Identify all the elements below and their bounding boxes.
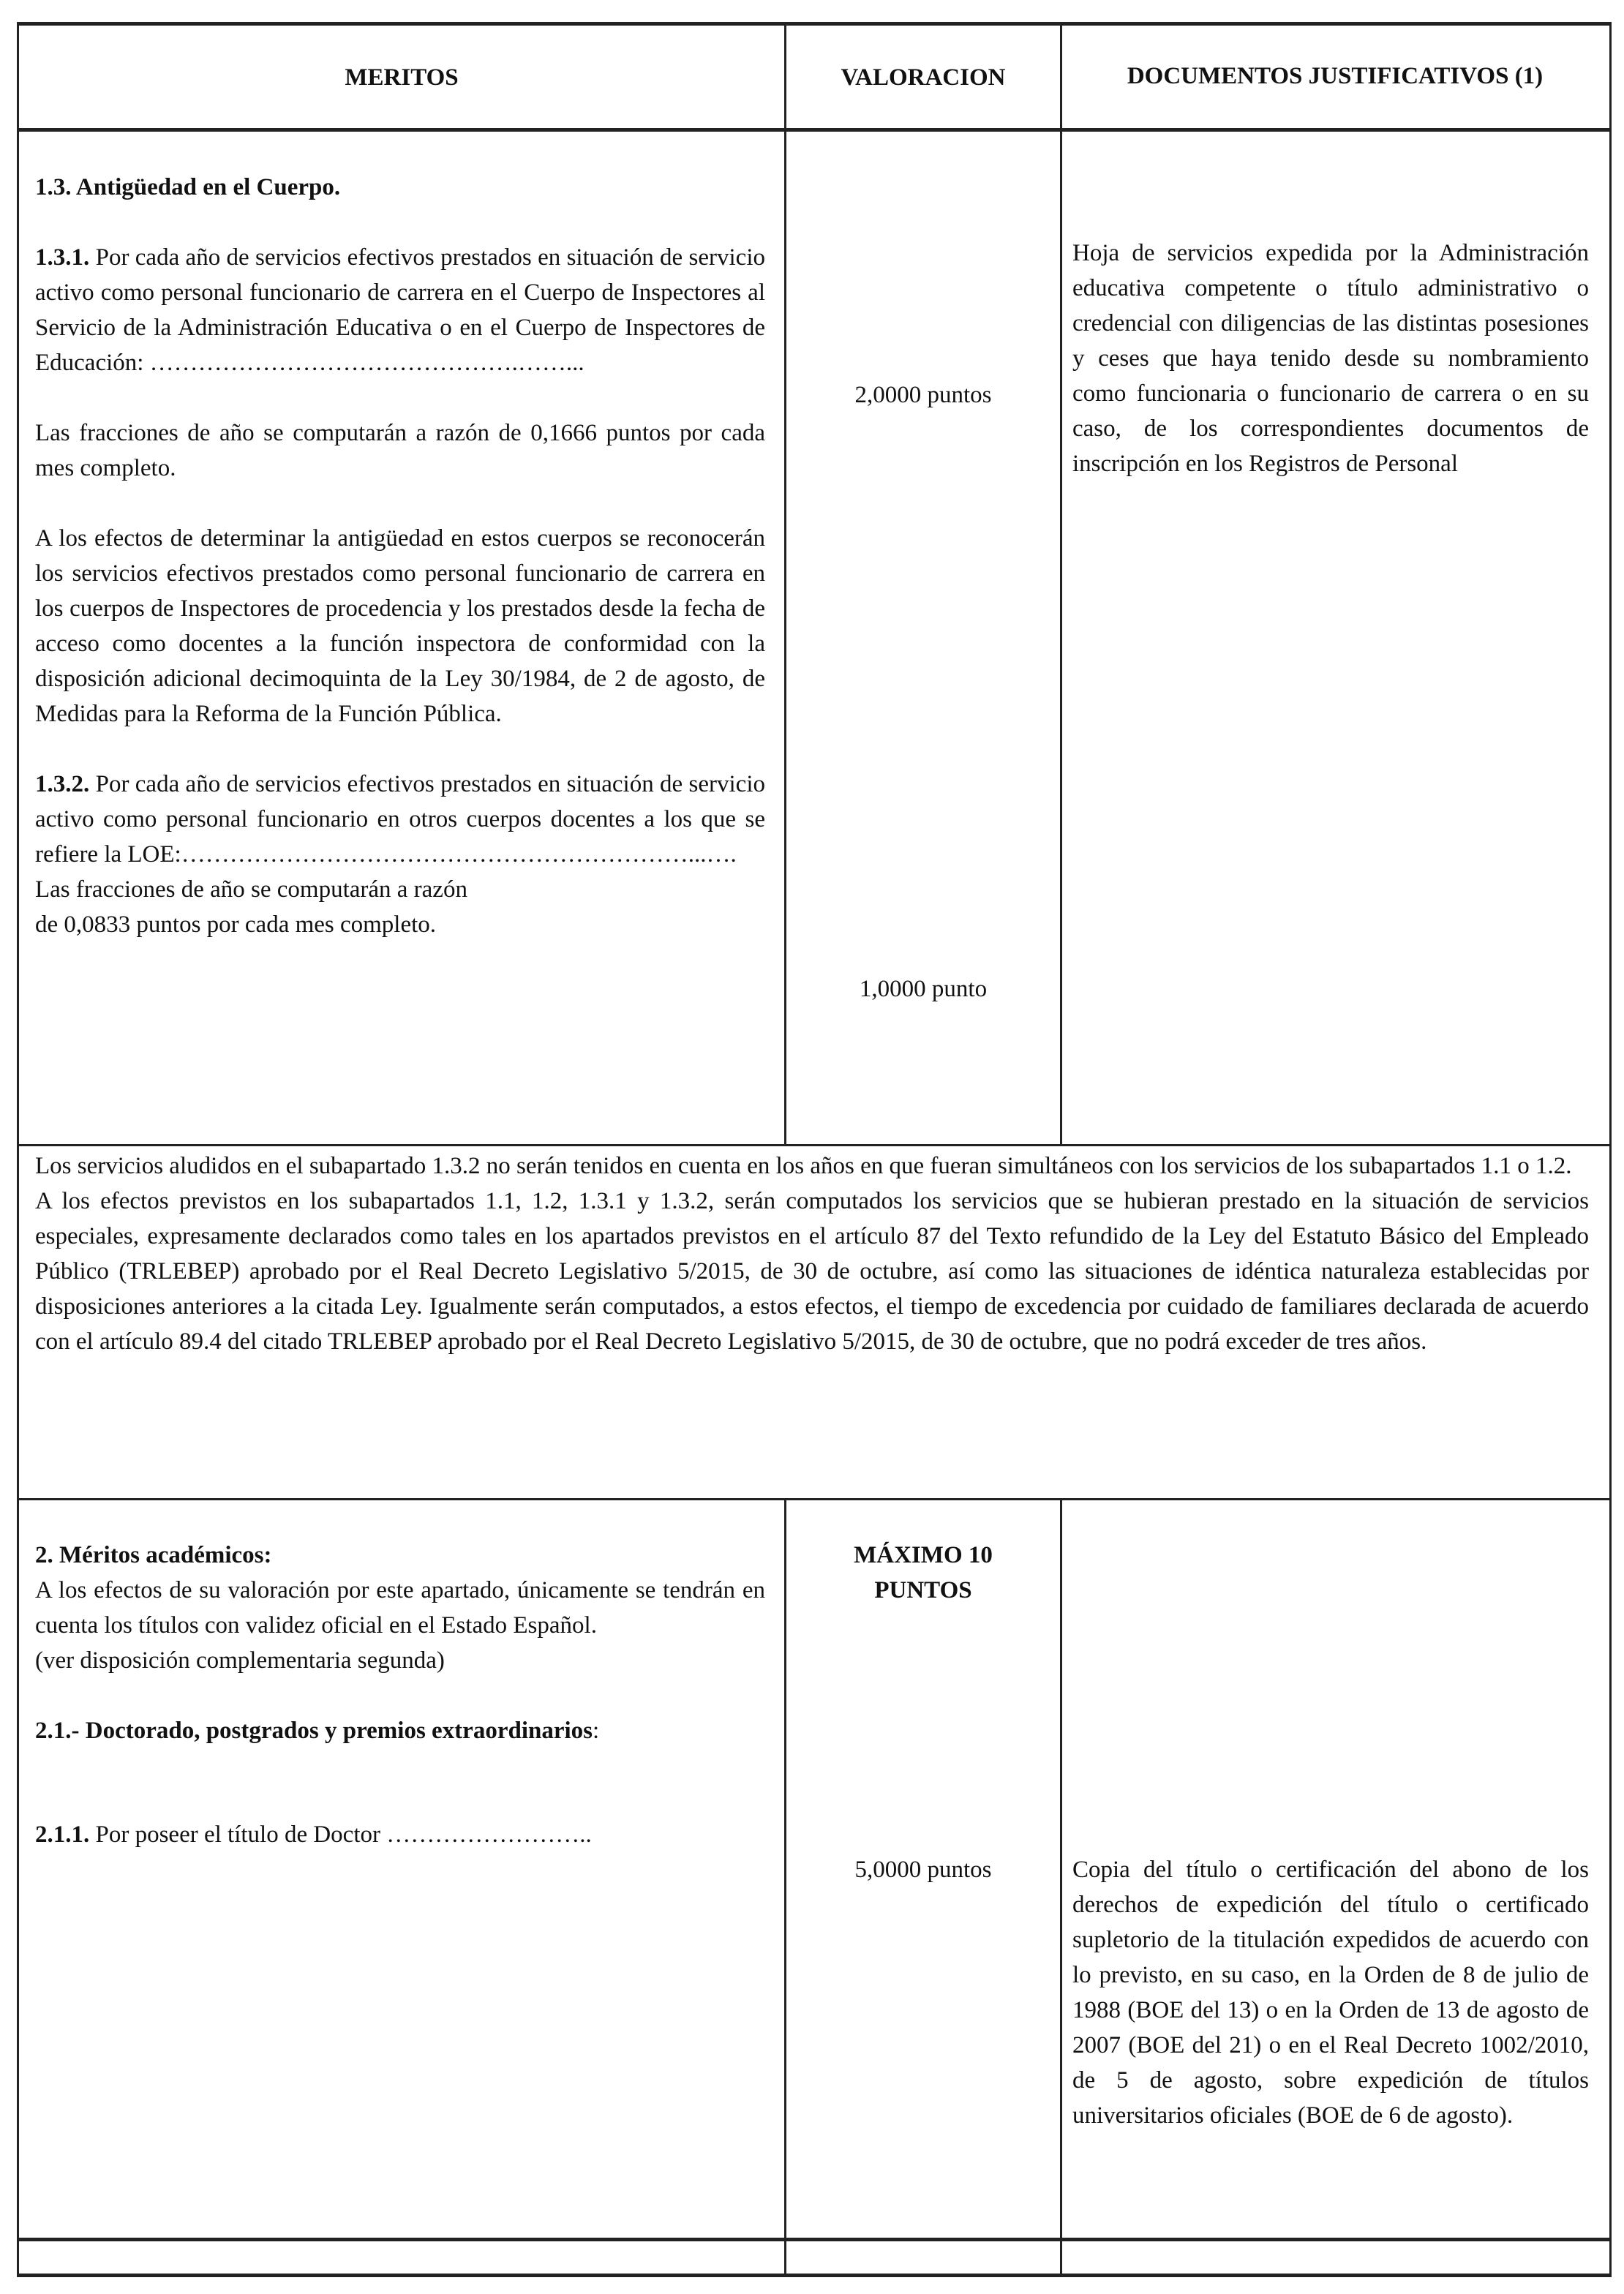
item-note: Las fracciones de año se computarán a razón de 0,1666 puntos por cada mes completo. [35, 420, 765, 481]
documentos-antiguedad: Hoja de servicios expedida por la Administración educativa competente o título administrativo o credencial con diligencias de las distintas posesiones y ceses que haya tenido desde su nombramiento como funcionaria o funcionario de carrera o en su caso, de los correspondientes documentos de inscripción en los Registros de Personal [1072, 240, 1589, 477]
row-divider [18, 1144, 1611, 1146]
item-number: 1.3.2. [35, 771, 90, 797]
table-border-left [17, 22, 19, 2277]
table-border-top [18, 22, 1611, 26]
section-title: 2. Méritos académicos: [35, 1542, 272, 1568]
valor-131: 2,0000 puntos [854, 382, 992, 408]
table-border-bottom [18, 2274, 1611, 2277]
row-divider [18, 2238, 1611, 2241]
meritos-academicos [35, 1538, 765, 1852]
header-divider [18, 128, 1611, 132]
nota-paragraph: Los servicios aludidos en el subapartado 1.3.2 no serán tenidos en cuenta en los años en que fueran simultáneos con los servicios de los subapartados 1.1 o 1.2. [35, 1153, 1572, 1179]
header-documentos: DOCUMENTOS JUSTIFICATIVOS (1) [1127, 63, 1544, 89]
notas-servicios [35, 1148, 1589, 1359]
item-text: Por cada año de servicios efectivos prestados en situación de servicio activo como personal funcionario en otros cuerpos docentes a los que se refiere la LOE:………………………………………………………...…. [35, 771, 765, 868]
column-divider [1060, 22, 1062, 1146]
colon: : [593, 1718, 600, 1744]
intro: A los efectos de su valoración por este apartado, únicamente se tendrán en cuenta los títulos con validez oficial en el Estado Español. [35, 1577, 765, 1639]
column-divider [784, 1498, 786, 2277]
nota-paragraph: A los efectos previstos en los subapartados 1.1, 1.2, 1.3.1 y 1.3.2, serán computados los servicios que se hubieran prestado en la situación de servicios especiales, expresamente declarados como tales en los apartados previstos en el artículo 87 del Texto refundido de la Ley del Estatuto Básico del Empleado Público (TRLEBEP) aprobado por el Real Decreto Legislativo 5/2015, de 30 de octubre, así como las situaciones de idéntica naturaleza establecidas por disposiciones anteriores a la citada Ley. Igualmente serán computados, a estos efectos, el tiempo de excedencia por cuidado de familiares declarada de acuerdo con el artículo 89.4 del citado TRLEBEP aprobado por el Real Decreto Legislativo 5/2015, de 30 de octubre, que no podrá exceder de tres años. [35, 1188, 1589, 1355]
item-text: Por poseer el título de Doctor …………………….. [95, 1821, 592, 1848]
item-note: A los efectos de determinar la antigüedad en estos cuerpos se reconocerán los servicios efectivos prestados como personal funcionario de carrera en los cuerpos de Inspectores de procedencia y los prestados desde la fecha de acceso como docentes a la función inspectora de conformidad con la disposición adicional decimoquinta de la Ley 30/1984, de 2 de agosto, de Medidas para la Reforma de la Función Pública. [35, 525, 765, 727]
ver-nota: (ver disposición complementaria segunda) [35, 1647, 445, 1674]
maximo-puntos: MÁXIMO 10 PUNTOS [854, 1542, 993, 1603]
column-divider [1060, 1498, 1062, 2277]
section-title: 1.3. Antigüedad en el Cuerpo. [35, 174, 341, 200]
valor-211: 5,0000 puntos [854, 1857, 992, 1883]
item-note: Las fracciones de año se computarán a razón de 0,0833 puntos por cada mes completo. [35, 876, 467, 938]
subsection-title: 2.1.- Doctorado, postgrados y premios extraordinarios [35, 1718, 593, 1744]
header-valoracion: VALORACION [841, 64, 1006, 91]
meritos-antiguedad [35, 170, 765, 942]
header-meritos: MERITOS [345, 64, 459, 91]
valor-132: 1,0000 punto [859, 976, 988, 1002]
table-border-right [1609, 22, 1612, 2277]
documentos-doctor: Copia del título o certificación del abono de los derechos de expedición del título o certificado supletorio de la titulación expedidos de acuerdo con lo previsto, en su caso, en la Orden de 8 de julio de 1988 (BOE del 13) o en la Orden de 13 de agosto de 2007 (BOE del 21) o en el Real Decreto 1002/2010, de 5 de agosto, sobre expedición de títulos universitarios oficiales (BOE de 6 de agosto). [1072, 1857, 1589, 2129]
row-divider [18, 1498, 1611, 1500]
item-text: Por cada año de servicios efectivos prestados en situación de servicio activo como personal funcionario de carrera en el Cuerpo de Inspectores al Servicio de la Administración Educativa o en el Cuerpo de Inspectores de Educación: ……………………………………….……... [35, 244, 765, 376]
item-number: 1.3.1. [35, 244, 90, 271]
item-number: 2.1.1. [35, 1821, 90, 1848]
